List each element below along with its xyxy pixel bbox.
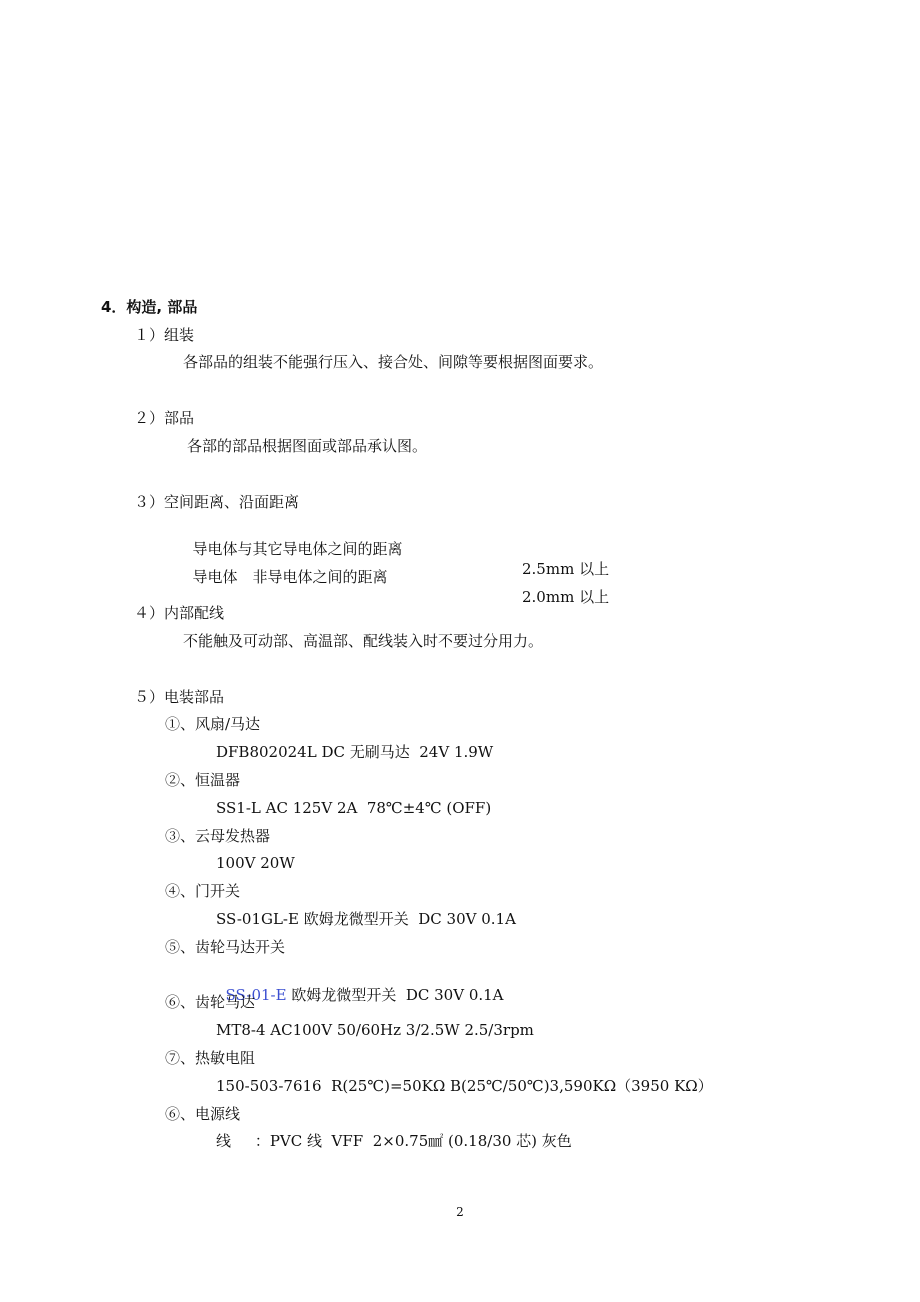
part-name: ⑤、齿轮马达开关: [165, 938, 286, 956]
assembly-text: 各部品的组装不能强行压入、接合处、间隙等要根据图面要求。: [183, 353, 604, 371]
subheading-internal-wiring: ４）内部配线: [134, 604, 225, 622]
part-name: ⑥、齿轮马达: [165, 993, 256, 1011]
section-heading: 4．构造, 部品: [101, 298, 198, 316]
part-name: ②、恒温器: [165, 771, 241, 789]
part-name: ④、门开关: [165, 882, 241, 900]
clearance-label: 导电体 非导电体之间的距离: [192, 568, 388, 586]
internal-wiring-text: 不能触及可动部、高温部、配线装入时不要过分用力。: [183, 632, 544, 650]
part-spec: SS-01GL-E 欧姆龙微型开关 DC 30V 0.1A: [216, 910, 516, 928]
part-name: ③、云母发热器: [165, 827, 271, 845]
subheading-parts: ２）部品: [134, 409, 195, 427]
subheading-assembly: １）组装: [134, 326, 195, 344]
part-code-link[interactable]: SS-01-E: [225, 986, 287, 1004]
parts-text: 各部的部品根据图面或部品承认图。: [187, 437, 428, 455]
part-name: ⑥、电源线: [165, 1105, 241, 1123]
part-spec: 150-503-7616 R(25℃)=50KΩ B(25℃/50℃)3,590KΩ（3950 KΩ）: [216, 1077, 713, 1095]
part-spec: MT8-4 AC100V 50/60Hz 3/2.5W 2.5/3rpm: [216, 1021, 534, 1039]
part-spec: 100V 20W: [216, 854, 295, 872]
clearance-row: [183, 547, 783, 607]
part-name: ①、风扇/马达: [165, 715, 261, 733]
part-name: ⑦、热敏电阻: [165, 1049, 256, 1067]
part-spec: DFB802024L DC 无刷马达 24V 1.9W: [216, 743, 494, 761]
page-number: 2: [456, 1205, 464, 1219]
part-spec: 线 ：PVC 线 VFF 2×0.75㎟ (0.18/30 芯) 灰色: [216, 1132, 572, 1150]
part-spec: [216, 965, 504, 1005]
clearance-label: 导电体与其它导电体之间的距离: [192, 540, 403, 558]
clearance-value: 2.5mm 以上: [522, 560, 610, 578]
clearance-value: 2.0mm 以上: [522, 588, 610, 606]
subheading-electrical-parts: ５）电装部品: [134, 688, 225, 706]
subheading-clearance: ３）空间距离、沿面距离: [134, 493, 300, 511]
part-spec-text: 欧姆龙微型开关 DC 30V 0.1A: [286, 986, 504, 1004]
part-spec: SS1-L AC 125V 2A 78℃±4℃ (OFF): [216, 799, 492, 817]
